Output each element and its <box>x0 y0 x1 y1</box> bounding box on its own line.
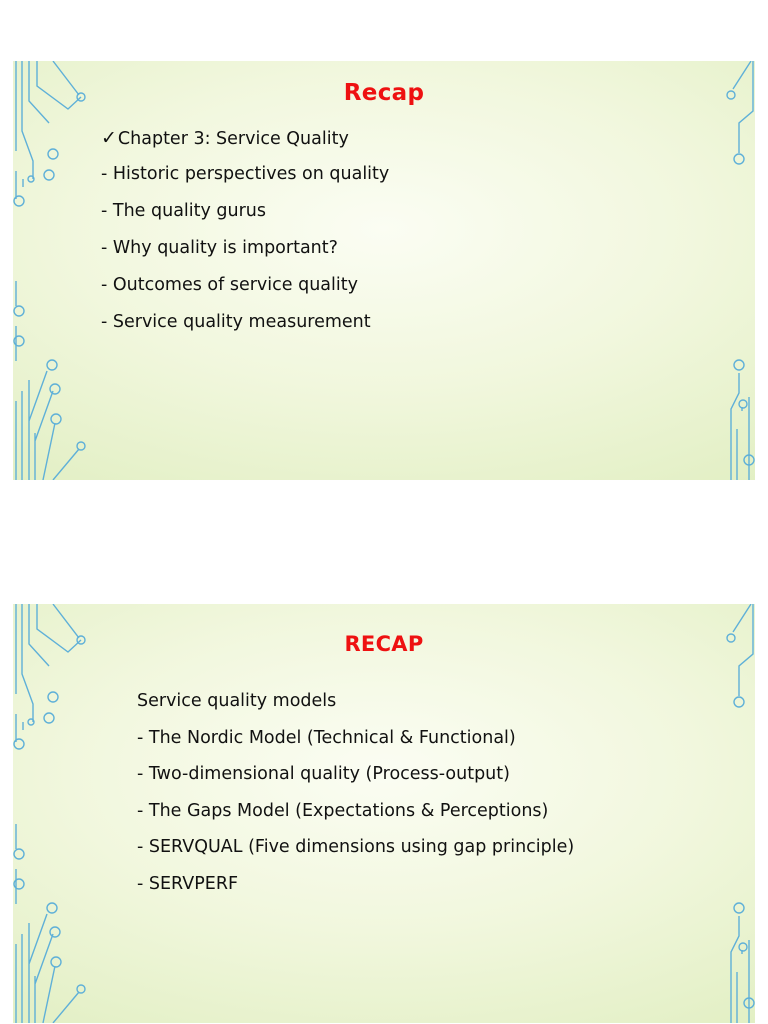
bullet-item: - Why quality is important? <box>101 238 338 258</box>
slide-2 <box>13 604 755 1023</box>
bullet-item: - Historic perspectives on quality <box>101 164 390 184</box>
bullet-item: - The Gaps Model (Expectations & Perceptions) <box>137 800 549 821</box>
bullet-item: - The Nordic Model (Technical & Functional) <box>137 727 516 748</box>
slide-title: Recap <box>343 80 425 106</box>
bullet-item: ✓Chapter 3: Service Quality <box>101 127 349 149</box>
bullet-item: - Outcomes of service quality <box>101 275 358 295</box>
bullet-item: - SERVPERF <box>137 873 239 894</box>
circuit-decoration-left <box>13 61 103 480</box>
bullet-list <box>137 691 574 911</box>
bullet-item: - Service quality measurement <box>101 312 371 332</box>
circuit-decoration-right <box>695 604 755 1023</box>
bullet-item: - The quality gurus <box>101 201 267 221</box>
bullet-item: - SERVQUAL (Five dimensions using gap principle) <box>137 837 575 858</box>
slide-1 <box>13 61 755 480</box>
circuit-decoration-left <box>13 604 103 1023</box>
circuit-decoration-right <box>695 61 755 480</box>
bullet-item: - Two-dimensional quality (Process-output) <box>137 764 510 785</box>
checkmark-icon: ✓ <box>101 127 117 149</box>
bullet-list <box>101 127 389 349</box>
slide-title: RECAP <box>344 632 424 656</box>
bullet-item: Service quality models <box>137 691 337 711</box>
